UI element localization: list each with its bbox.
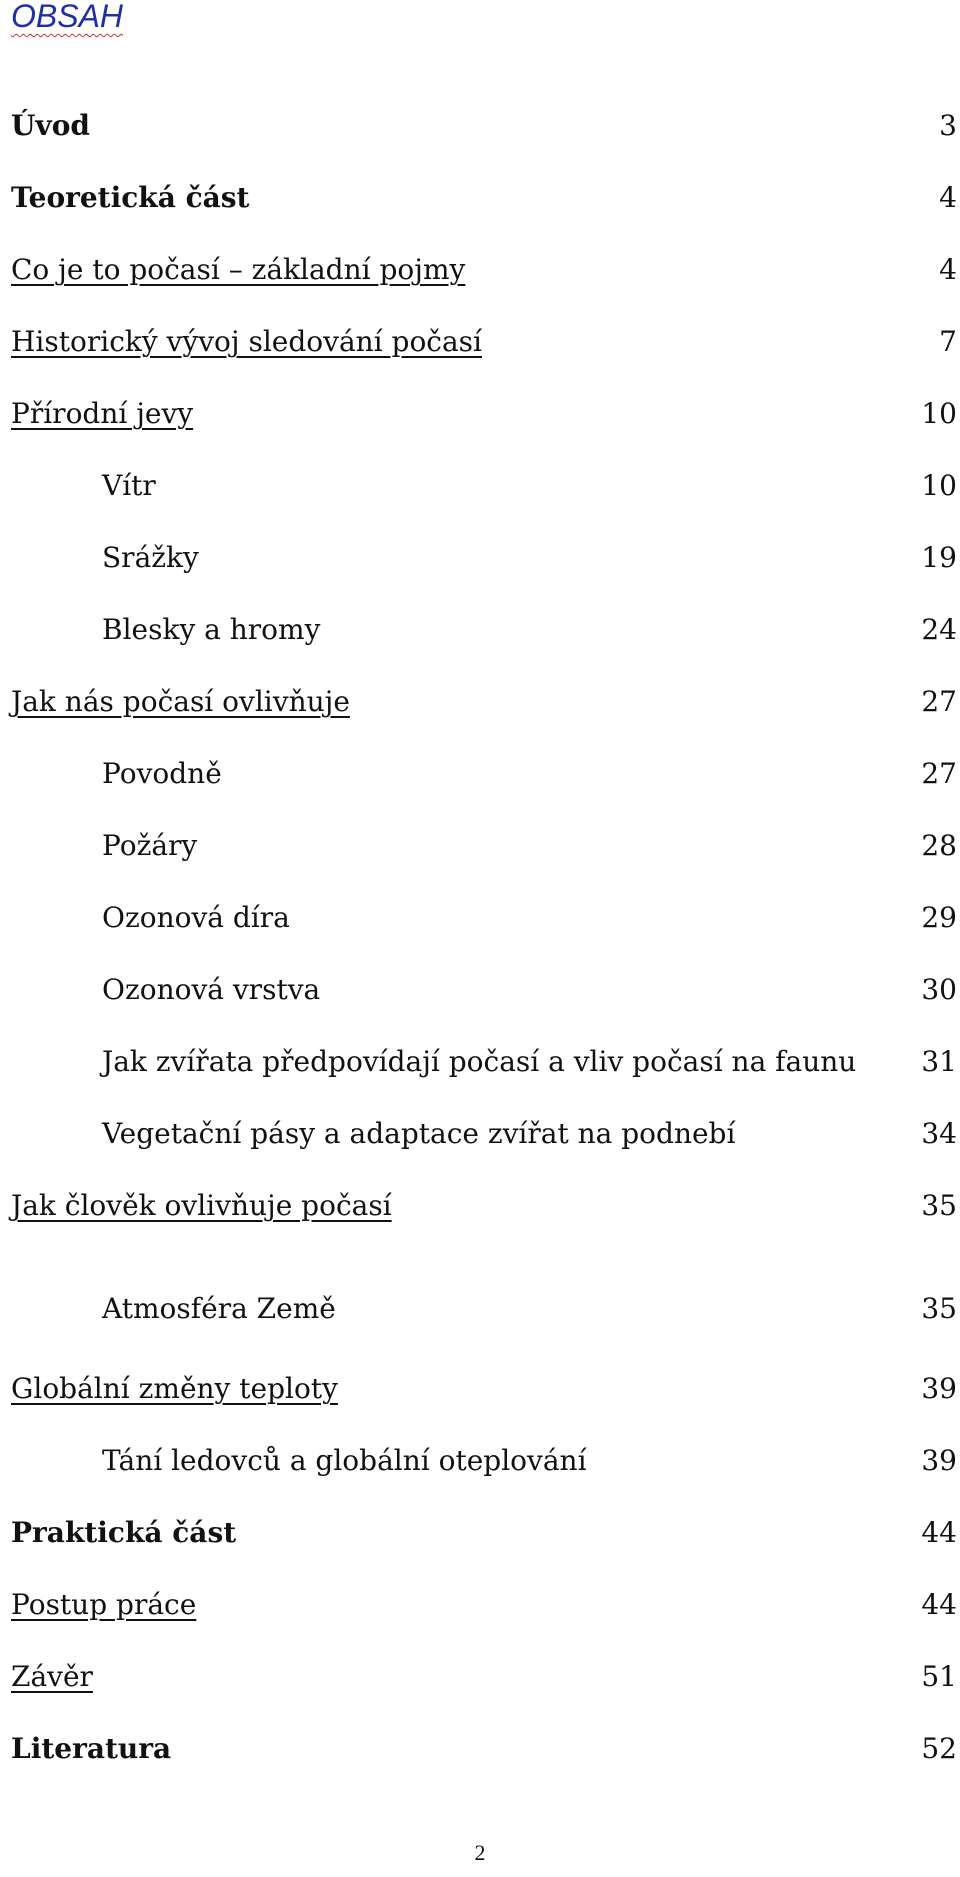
toc-entry-title: Závěr (11, 1660, 93, 1693)
toc-entry-title: Požáry (102, 829, 198, 862)
toc-entry-jak-nas-pocasi-ovlivnuje[interactable] (0, 682, 960, 722)
toc-entry-title: Jak člověk ovlivňuje počasí (11, 1189, 392, 1222)
toc-entry-page: 31 (921, 1045, 957, 1078)
toc-entry-jak-zvirata-predpovidaji[interactable] (0, 1042, 960, 1082)
toc-entry-page: 52 (921, 1732, 957, 1765)
toc-entry-page: 4 (939, 181, 957, 214)
toc-entry-ozonova-dira[interactable] (0, 898, 960, 938)
toc-entry-co-je-to-pocasi[interactable] (0, 250, 960, 290)
toc-entry-vegetacni-pasy[interactable] (0, 1114, 960, 1154)
toc-entry-page: 27 (921, 757, 957, 790)
toc-entry-page: 51 (921, 1660, 957, 1693)
toc-entry-vitr[interactable] (0, 466, 960, 506)
toc-entry-title: Úvod (11, 109, 90, 142)
toc-entry-title: Vítr (102, 469, 156, 502)
toc-entry-title: Přírodní jevy (11, 397, 194, 430)
toc-entry-title: Blesky a hromy (102, 613, 321, 646)
toc-entry-title: Povodně (102, 757, 222, 790)
toc-entry-title: Jak zvířata předpovídají počasí a vliv počasí na faunu (102, 1045, 857, 1078)
toc-entry-historicky-vyvoj[interactable] (0, 322, 960, 362)
toc-entry-jak-clovek-ovlivnuje[interactable] (0, 1186, 960, 1226)
toc-entry-title: Jak nás počasí ovlivňuje (11, 685, 350, 718)
toc-entry-prirodni-jevy[interactable] (0, 394, 960, 434)
toc-entry-title: Globální změny teploty (11, 1372, 338, 1405)
toc-entry-globalni-zmeny-teploty[interactable] (0, 1369, 960, 1409)
toc-entry-title: Tání ledovců a globální oteplování (102, 1444, 587, 1477)
toc-entry-postup-prace[interactable] (0, 1585, 960, 1625)
toc-entry-title: Literatura (11, 1732, 172, 1765)
toc-entry-title: Atmosféra Země (102, 1292, 336, 1325)
toc-entry-title: Vegetační pásy a adaptace zvířat na podnebí (102, 1117, 736, 1150)
toc-entry-title: Srážky (102, 541, 199, 574)
toc-entry-page: 35 (921, 1189, 957, 1222)
toc-entry-page: 27 (921, 685, 957, 718)
toc-entry-page: 44 (921, 1588, 957, 1621)
toc-entry-title: Ozonová díra (102, 901, 290, 934)
toc-entry-title: Postup práce (11, 1588, 197, 1621)
toc-entry-title: Co je to počasí – základní pojmy (11, 253, 466, 286)
page-number: 2 (474, 1840, 486, 1865)
toc-entry-literatura[interactable] (0, 1729, 960, 1769)
toc-entry-zaver[interactable] (0, 1657, 960, 1697)
toc-entry-page: 34 (921, 1117, 957, 1150)
toc-heading: OBSAH (11, 0, 124, 34)
toc-entry-title: Ozonová vrstva (102, 973, 321, 1006)
toc-entry-atmosfera-zeme[interactable] (0, 1289, 960, 1329)
toc-entry-title: Historický vývoj sledování počasí (11, 325, 483, 358)
toc-entry-page: 4 (939, 253, 957, 286)
toc-entry-srazky[interactable] (0, 538, 960, 578)
toc-entry-page: 39 (921, 1372, 957, 1405)
toc-entry-page: 10 (921, 469, 957, 502)
toc-entry-page: 44 (921, 1516, 957, 1549)
toc-entry-ozonova-vrstva[interactable] (0, 970, 960, 1010)
toc-entry-page: 28 (921, 829, 957, 862)
toc-entry-teoreticka-cast[interactable] (0, 178, 960, 218)
toc-entry-page: 10 (921, 397, 957, 430)
toc-entry-page: 30 (921, 973, 957, 1006)
toc-entry-blesky-a-hromy[interactable] (0, 610, 960, 650)
toc-entry-page: 35 (921, 1292, 957, 1325)
toc-entry-tani-ledovcu[interactable] (0, 1441, 960, 1481)
toc-entry-title: Praktická část (11, 1516, 237, 1549)
toc-entry-page: 19 (921, 541, 957, 574)
toc-entry-povodne[interactable] (0, 754, 960, 794)
toc-entry-page: 29 (921, 901, 957, 934)
toc-entry-page: 7 (939, 325, 957, 358)
toc-entry-uvod[interactable] (0, 106, 960, 146)
toc-entry-page: 3 (939, 109, 957, 142)
toc-entry-prakticka-cast[interactable] (0, 1513, 960, 1553)
toc-entry-pozary[interactable] (0, 826, 960, 866)
toc-entry-title: Teoretická část (11, 181, 250, 214)
toc-entry-page: 39 (921, 1444, 957, 1477)
toc-entry-page: 24 (921, 613, 957, 646)
